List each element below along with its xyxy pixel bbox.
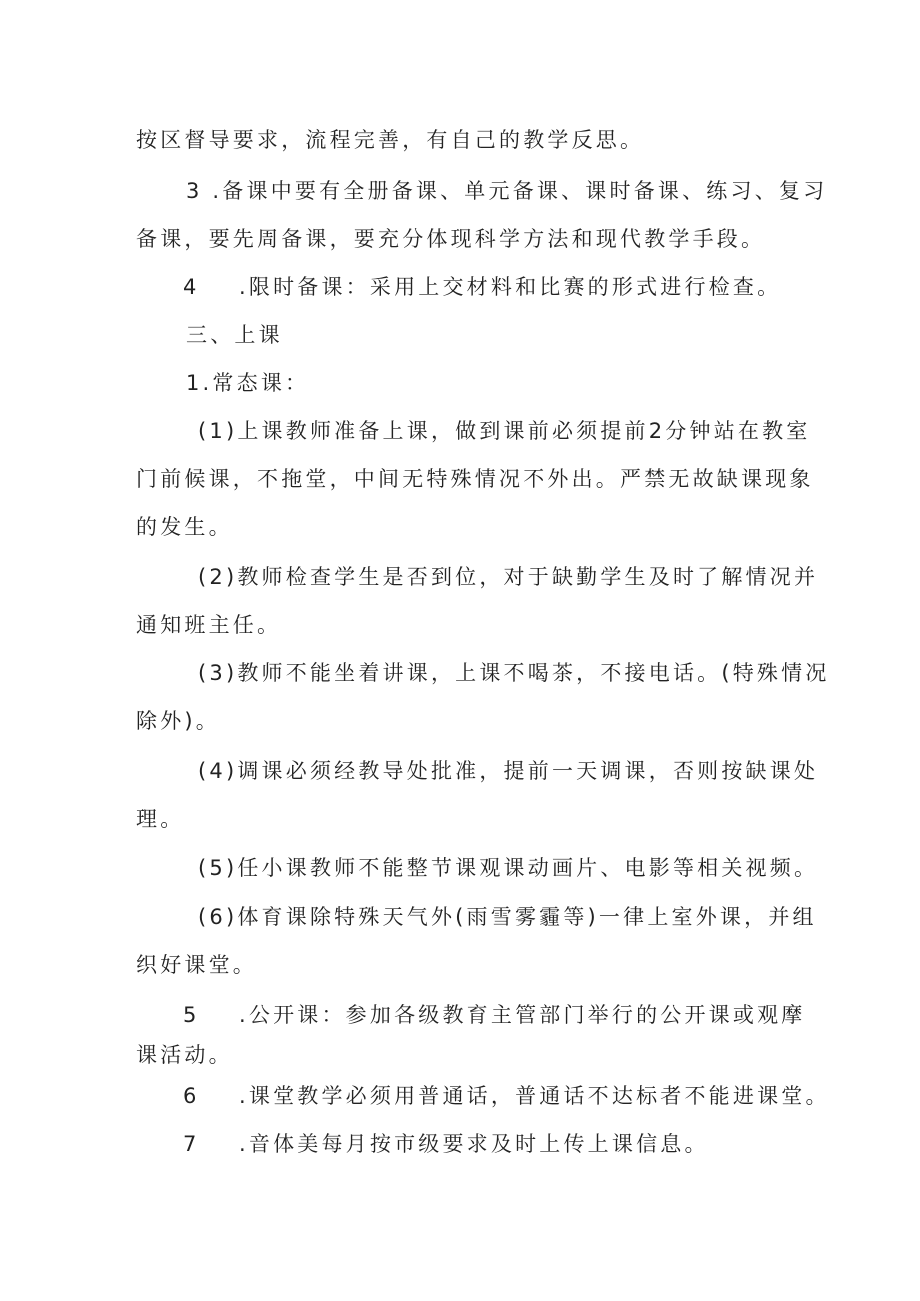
text-line: 理。 — [136, 807, 185, 831]
numbered-item — [183, 272, 781, 302]
text-line: (6)体育课除特殊天气外(雨雪雾霾等)一律上室外课，并组 — [198, 905, 817, 929]
item-number: 5 — [183, 1003, 197, 1027]
text-line: (1)上课教师准备上课，做到课前必须提前2分钟站在教室 — [198, 419, 811, 443]
text-line: 除外)。 — [136, 709, 220, 733]
text-line: 课活动。 — [136, 1043, 233, 1067]
item-text: .限时备课：采用上交材料和比赛的形式进行检查。 — [239, 275, 782, 299]
numbered-item — [183, 1129, 709, 1159]
item-number: 4 — [183, 275, 197, 299]
text-line: (2)教师检查学生是否到位，对于缺勤学生及时了解情况并 — [198, 565, 819, 589]
numbered-item — [183, 1000, 805, 1030]
text-line: (3)教师不能坐着讲课，上课不喝茶，不接电话。(特殊情况 — [198, 661, 830, 685]
section-heading: 三、上课 — [186, 323, 283, 347]
text-line: 3 .备课中要有全册备课、单元备课、课时备课、练习、复习 — [186, 179, 828, 203]
text-line: 通知班主任。 — [136, 613, 282, 637]
text-line: 按区督导要求，流程完善，有自己的教学反思。 — [136, 128, 645, 152]
text-line: 备课，要先周备课，要充分体现科学方法和现代教学手段。 — [136, 227, 766, 251]
item-text: .课堂教学必须用普通话，普通话不达标者不能进课堂。 — [239, 1084, 830, 1108]
text-line: 的发生。 — [136, 515, 233, 539]
text-line: 织好课堂。 — [136, 953, 257, 977]
item-text: .音体美每月按市级要求及时上传上课信息。 — [239, 1132, 709, 1156]
text-line: (4)调课必须经教导处批准，提前一天调课，否则按缺课处 — [198, 759, 819, 783]
numbered-item — [183, 1081, 830, 1111]
item-number: 7 — [183, 1132, 197, 1156]
item-text: .公开课：参加各级教育主管部门举行的公开课或观摩 — [239, 1003, 806, 1027]
item-number: 6 — [183, 1084, 197, 1108]
subsection-heading: 1.常态课： — [186, 371, 310, 395]
text-line: 门前候课，不拖堂，中间无特殊情况不外出。严禁无故缺课现象 — [136, 467, 814, 491]
text-line: (5)任小课教师不能整节课观课动画片、电影等相关视频。 — [198, 856, 819, 880]
